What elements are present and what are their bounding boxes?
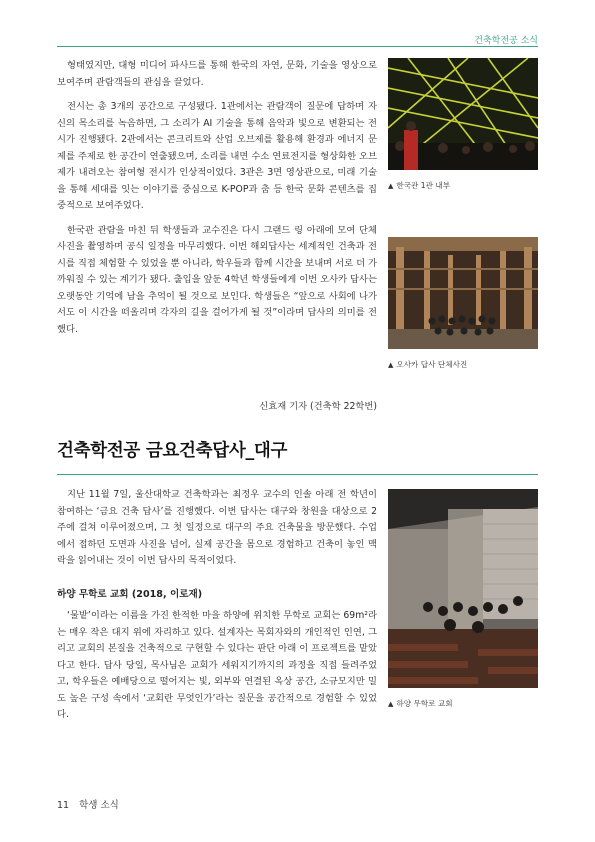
section-divider	[57, 474, 538, 475]
photo-osaka-group	[388, 237, 538, 349]
article2-body	[57, 608, 377, 724]
header-divider	[57, 46, 538, 47]
article2-subheading: 하양 무학로 교회 (2018, 이로재)	[57, 589, 203, 600]
footer-section-name: 학생 소식	[79, 800, 119, 811]
header-section-label: 건축학전공 소식	[474, 36, 538, 46]
group-photo-image	[388, 237, 538, 349]
article1-paragraph-1: 형태였지만, 대형 미디어 파사드를 통해 한국의 자연, 문화, 기술을 영상으로 보여주며 관람객들의 관심을 끌었다.	[57, 60, 377, 88]
article1-body	[57, 58, 377, 338]
page-number: 11	[57, 800, 70, 811]
section-title: 건축학전공 금요건축답사_대구	[57, 441, 288, 461]
article1-paragraph-2: 전시는 총 3개의 공간으로 구성됐다. 1관에서는 관람객이 질문에 답하며 자신의 목소리를 녹음하면, 그 소리가 AI 기술을 통해 음악과 빛으로 변환되는 전시가 진행됐다. 2관에서는 콘크리트와 산업 오브제를 활용해 환경과 에너지 문제를 주제로 한 공간이 연출됐으며, 소리를 내면 수소 연료전지를 형상화한 오브제가 내려오는 참여형 전시가 인상적이었다. 3관은 3면 영상관으로, 미래 기술을 통해 세대를 잇는 이야기를 중심으로 K-POP과 춤 등 한국 문화 콘텐츠를 집중적으로 보여주었다.	[57, 101, 377, 211]
article1-paragraph-3: 한국관 관람을 마친 뒤 학생들과 교수진은 다시 그랜드 링 아래에 모여 단체사진을 촬영하며 공식 일정을 마무리했다. 이번 해외답사는 세계적인 건축과 전시를 직접 체험할 수 있었을 뿐 아니라, 학우들과 함께 시간을 보내며 서로 더 가까워질 수 있는 계기가 됐다. 출입을 앞둔 4학년 학생들에게 이번 오사카 답사는 오랫동안 기억에 남을 추억이 될 것으로 보인다. 학생들은 “앞으로 사회에 나가서도 이 시간을 떠올리며 각자의 길을 걸어가게 될 것”이라며 답사의 의미를 전했다.	[57, 224, 377, 335]
caption-triangle-icon: ▲	[388, 361, 394, 369]
caption-triangle-icon: ▲	[388, 182, 394, 190]
photo-caption-3: ▲ 하양 무학로 교회	[388, 699, 453, 708]
photo-muhakro-church	[388, 489, 538, 688]
photo-caption-1: ▲ 한국관 1관 내부	[388, 181, 451, 190]
article2-intro	[57, 487, 377, 570]
photo-korea-pavilion	[388, 58, 538, 170]
article1-byline: 신효재 기자 (건축학 22학번)	[259, 401, 377, 412]
article2-paragraph-2: ‘물밭’이라는 이름을 가진 한적한 마을 하양에 위치한 무학로 교회는 69m²라는 매우 작은 대지 위에 자리하고 있다. 설계자는 목회자와의 개인적인 인연, 그리고 교회의 본질을 건축적으로 구현할 수 있다는 판단 아래 이 프로젝트를 맡았다고 한다. 답사 당일, 목사님은 교회가 세워지기까지의 과정을 직접 들려주었고, 학우들은 예배당으로 떨어지는 빛, 외부와 연결된 옥상 공간, 소규모지만 밀도 높은 구성 속에서 ‘교회란 무엇인가’라는 질문을 공간적으로 경험할 수 있었다.	[57, 610, 377, 720]
page-footer	[57, 797, 119, 811]
pavilion-interior-image	[388, 58, 538, 170]
church-interior-image	[388, 489, 538, 688]
caption-triangle-icon: ▲	[388, 700, 394, 708]
article2-paragraph-1: 지난 11월 7일, 울산대학교 건축학과는 최정우 교수의 인솔 아래 전 학년이 참여하는 ‘금요 건축 답사’를 진행했다. 이번 답사는 대구와 창원을 대상으로 2주에 걸쳐 이루어졌으며, 그 첫 일정으로 대구의 주요 건축물을 방문했다. 수업에서 접하던 도면과 사진을 넘어, 실제 공간을 몸으로 경험하고 건축이 놓인 맥락을 읽어내는 것이 이번 답사의 목적이었다.	[57, 489, 377, 566]
photo-caption-2: ▲ 오사카 답사 단체사진	[388, 360, 468, 369]
